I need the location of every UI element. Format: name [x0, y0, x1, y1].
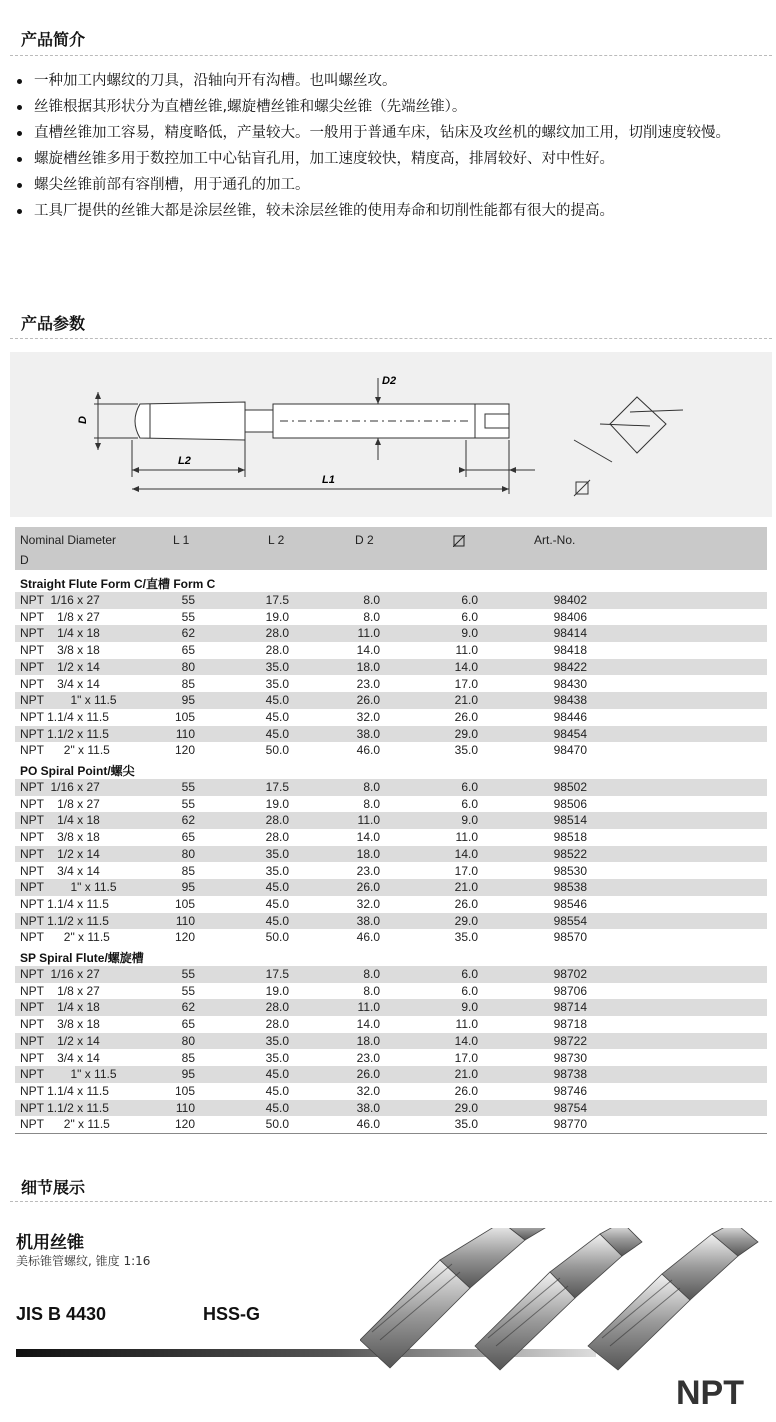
table-header	[15, 527, 767, 570]
intro-item: 丝锥根据其形状分为直槽丝锥,螺旋槽丝锥和螺尖丝锥（先端丝锥）。	[14, 96, 772, 118]
cell-l2: 19.0	[265, 609, 289, 624]
cell-art-no: 98422	[553, 659, 587, 674]
taps-photo	[360, 1228, 760, 1378]
banner-subtitle: 美标锥管螺纹, 锥度 1:16	[16, 1254, 151, 1268]
intro-item: 螺旋槽丝锥多用于数控加工中心钻盲孔用，加工速度较快，精度高，排屑较好、对中性好。	[14, 148, 772, 170]
cell-square: 6.0	[461, 609, 478, 624]
cell-l1: 120	[174, 743, 195, 758]
cell-art-no: 98446	[553, 709, 587, 724]
cell-nominal: NPT 1/8 x 27	[20, 609, 100, 624]
cell-nominal: NPT 1/16 x 27	[20, 593, 100, 607]
cell-square: 11.0	[455, 1017, 478, 1032]
cell-square: 35.0	[454, 930, 478, 945]
header-l2: L 2	[268, 533, 285, 547]
table-row	[15, 659, 767, 676]
cell-square: 21.0	[454, 1067, 478, 1082]
cell-d2: 8.0	[363, 609, 380, 624]
cell-art-no: 98530	[553, 863, 587, 878]
cell-l2: 45.0	[265, 1067, 289, 1082]
cell-square: 6.0	[461, 967, 478, 981]
cell-art-no: 98454	[553, 726, 587, 741]
cell-l1: 95	[181, 693, 195, 708]
cell-nominal: NPT 1/8 x 27	[20, 796, 100, 811]
cell-nominal: NPT 3/8 x 18	[20, 830, 100, 845]
cell-l1: 55	[181, 967, 195, 981]
cell-square: 14.0	[454, 1033, 478, 1048]
cell-l1: 110	[175, 726, 195, 741]
cell-nominal: NPT 1/16 x 27	[20, 780, 100, 794]
cell-art-no: 98570	[553, 930, 587, 945]
header-nominal: Nominal Diameter	[20, 533, 117, 547]
cell-l2: 45.0	[265, 726, 289, 741]
table-row	[15, 846, 767, 863]
cell-art-no: 98430	[553, 676, 587, 691]
cell-art-no: 98718	[553, 1017, 587, 1032]
cell-nominal: NPT 1.1/2 x 11.5	[20, 726, 109, 741]
cell-nominal: NPT 1/2 x 14	[20, 846, 100, 861]
cell-l2: 35.0	[265, 846, 289, 861]
cell-art-no: 98554	[553, 913, 587, 928]
header-art-no: Art.-No.	[534, 533, 576, 547]
cell-art-no: 98538	[553, 880, 587, 895]
cell-nominal: NPT 1" x 11.5	[20, 880, 117, 895]
table-group-title: SP Spiral Flute/螺旋槽	[20, 951, 144, 965]
cell-art-no: 98502	[553, 780, 587, 794]
cell-d2: 32.0	[356, 896, 380, 911]
cell-d2: 18.0	[356, 1033, 380, 1048]
cell-l1: 95	[181, 1067, 195, 1082]
cell-square: 9.0	[461, 626, 478, 641]
table-row	[15, 896, 767, 913]
cell-nominal: NPT 3/8 x 18	[20, 643, 100, 658]
cell-square: 11.0	[455, 643, 478, 658]
table-row	[15, 676, 767, 693]
cell-art-no: 98770	[553, 1117, 587, 1132]
cell-square: 21.0	[454, 693, 478, 708]
cell-l2: 17.5	[265, 967, 289, 981]
cell-d2: 18.0	[356, 659, 380, 674]
section-title-intro: 产品简介	[21, 30, 86, 49]
table-row	[15, 829, 767, 846]
table-row	[15, 812, 767, 829]
cell-l1: 80	[181, 846, 195, 861]
cell-square: 9.0	[461, 1000, 478, 1015]
cell-nominal: NPT 1.1/2 x 11.5	[20, 1100, 109, 1115]
cell-l2: 35.0	[265, 676, 289, 691]
cell-d2: 14.0	[356, 1017, 380, 1032]
cell-d2: 14.0	[356, 643, 380, 658]
cell-d2: 46.0	[356, 743, 380, 758]
intro-item: 螺尖丝锥前部有容削槽，用于通孔的加工。	[14, 174, 772, 196]
header-d2: D 2	[355, 533, 374, 547]
cell-square: 29.0	[454, 913, 478, 928]
cell-d2: 23.0	[356, 863, 380, 878]
cell-nominal: NPT 2" x 11.5	[20, 1117, 110, 1132]
cell-l2: 35.0	[265, 1033, 289, 1048]
cell-square: 17.0	[454, 676, 478, 691]
cell-nominal: NPT 1/4 x 18	[20, 626, 100, 641]
cell-l2: 28.0	[265, 1000, 289, 1015]
cell-art-no: 98722	[553, 1033, 587, 1048]
dim-label-d2: D2	[382, 375, 397, 387]
cell-art-no: 98402	[553, 593, 587, 607]
cell-d2: 46.0	[356, 1117, 380, 1132]
cell-l2: 28.0	[265, 830, 289, 845]
cell-l2: 45.0	[265, 1083, 289, 1098]
header-l1: L 1	[173, 533, 190, 547]
cell-nominal: NPT 1" x 11.5	[20, 1067, 117, 1082]
cell-d2: 11.0	[357, 1000, 380, 1015]
cell-nominal: NPT 3/4 x 14	[20, 676, 100, 691]
cell-l2: 45.0	[265, 896, 289, 911]
cell-square: 21.0	[454, 880, 478, 895]
cell-d2: 38.0	[356, 726, 380, 741]
cell-d2: 8.0	[363, 983, 380, 998]
cell-d2: 26.0	[356, 1067, 380, 1082]
cell-nominal: NPT 1/16 x 27	[20, 967, 100, 981]
cell-l1: 110	[175, 913, 195, 928]
cell-d2: 32.0	[356, 709, 380, 724]
section-title-detail: 细节展示	[21, 1178, 86, 1197]
cell-l2: 28.0	[265, 1017, 289, 1032]
cell-d2: 46.0	[356, 930, 380, 945]
table-row	[15, 692, 767, 709]
cell-art-no: 98706	[553, 983, 587, 998]
banner-standard: JIS B 4430	[16, 1304, 107, 1324]
cell-l1: 85	[181, 863, 195, 878]
cell-l1: 55	[181, 593, 195, 607]
cell-square: 6.0	[461, 593, 478, 607]
cell-l1: 55	[181, 609, 195, 624]
table-row	[15, 1066, 767, 1083]
cell-d2: 38.0	[356, 1100, 380, 1115]
cell-l2: 50.0	[265, 1117, 289, 1132]
cell-l1: 65	[181, 830, 195, 845]
cell-art-no: 98702	[553, 967, 587, 981]
dim-label-d: D	[77, 416, 89, 424]
table-row	[15, 592, 767, 609]
cell-l2: 50.0	[265, 743, 289, 758]
cell-square: 35.0	[454, 1117, 478, 1132]
cell-square: 29.0	[454, 726, 478, 741]
table-row	[15, 726, 767, 743]
cell-d2: 8.0	[363, 780, 380, 794]
cell-square: 35.0	[454, 743, 478, 758]
square-shank-symbol-icon	[574, 480, 590, 496]
table-row	[15, 709, 767, 726]
cell-l2: 45.0	[265, 693, 289, 708]
cell-nominal: NPT 1/2 x 14	[20, 659, 100, 674]
cell-nominal: NPT 1.1/4 x 11.5	[20, 709, 109, 724]
cell-art-no: 98546	[553, 896, 587, 911]
cell-l1: 105	[174, 896, 195, 911]
cell-nominal: NPT 1/8 x 27	[20, 983, 100, 998]
cell-d2: 23.0	[356, 1050, 380, 1065]
cell-square: 9.0	[461, 813, 478, 828]
cell-d2: 26.0	[356, 880, 380, 895]
cell-d2: 26.0	[356, 693, 380, 708]
cell-d2: 18.0	[356, 846, 380, 861]
cell-d2: 23.0	[356, 676, 380, 691]
cell-l1: 95	[181, 880, 195, 895]
table-row	[15, 1016, 767, 1033]
cell-d2: 11.0	[357, 626, 380, 641]
table-row	[15, 983, 767, 1000]
table-row	[15, 1116, 767, 1133]
table-row	[15, 929, 767, 946]
cell-nominal: NPT 3/4 x 14	[20, 1050, 100, 1065]
cell-nominal: NPT 1.1/4 x 11.5	[20, 896, 109, 911]
intro-list	[14, 70, 772, 226]
table-row	[15, 625, 767, 642]
cell-l2: 19.0	[265, 796, 289, 811]
table-group-title: Straight Flute Form C/直槽 Form C	[20, 577, 216, 591]
cell-l2: 28.0	[265, 813, 289, 828]
cell-l1: 80	[181, 1033, 195, 1048]
table-row	[15, 1033, 767, 1050]
cell-nominal: NPT 1/4 x 18	[20, 1000, 100, 1015]
cell-square: 26.0	[454, 709, 478, 724]
cell-nominal: NPT 2" x 11.5	[20, 743, 110, 758]
cell-nominal: NPT 3/8 x 18	[20, 1017, 100, 1032]
cell-l1: 105	[174, 709, 195, 724]
section-divider	[10, 338, 772, 339]
cell-square: 6.0	[461, 796, 478, 811]
tap-drawing-svg	[10, 352, 772, 517]
table-row	[15, 1050, 767, 1067]
cell-nominal: NPT 1.1/4 x 11.5	[20, 1083, 109, 1098]
table-row	[15, 966, 767, 983]
cell-nominal: NPT 2" x 11.5	[20, 930, 110, 945]
cell-art-no: 98518	[553, 830, 587, 845]
cell-square: 14.0	[454, 846, 478, 861]
cell-d2: 32.0	[356, 1083, 380, 1098]
cell-l2: 35.0	[265, 1050, 289, 1065]
cell-l2: 45.0	[265, 913, 289, 928]
cell-nominal: NPT 1.1/2 x 11.5	[20, 913, 109, 928]
intro-item: 直槽丝锥加工容易，精度略低，产量较大。一般用于普通车床，钻床及攻丝机的螺纹加工用，切削速度较慢。	[14, 122, 772, 144]
cell-art-no: 98738	[553, 1067, 587, 1082]
cell-square: 6.0	[461, 780, 478, 794]
section-divider	[10, 1201, 772, 1202]
cell-square: 26.0	[454, 1083, 478, 1098]
cell-square: 14.0	[454, 659, 478, 674]
cell-d2: 14.0	[356, 830, 380, 845]
cell-d2: 38.0	[356, 913, 380, 928]
table-row	[15, 1083, 767, 1100]
cell-l2: 45.0	[265, 1100, 289, 1115]
cell-art-no: 98522	[553, 846, 587, 861]
table-row	[15, 642, 767, 659]
cell-square: 17.0	[454, 863, 478, 878]
intro-item: 工具厂提供的丝锥大都是涂层丝锥，较未涂层丝锥的使用寿命和切削性能都有很大的提高。	[14, 200, 772, 222]
banner-npt: NPT	[676, 1374, 744, 1412]
cell-d2: 8.0	[363, 967, 380, 981]
banner-material: HSS-G	[203, 1304, 261, 1324]
cell-art-no: 98730	[553, 1050, 587, 1065]
table-row	[15, 913, 767, 930]
intro-item: 一种加工内螺纹的刀具，沿轴向开有沟槽。也叫螺丝攻。	[14, 70, 772, 92]
table-row	[15, 1100, 767, 1117]
cell-l2: 19.0	[265, 983, 289, 998]
section-divider	[10, 55, 772, 56]
cell-l1: 65	[181, 1017, 195, 1032]
cell-l2: 35.0	[265, 659, 289, 674]
cell-l2: 17.5	[265, 780, 289, 794]
cell-l1: 55	[181, 796, 195, 811]
cell-l2: 17.5	[265, 593, 289, 607]
cell-l2: 45.0	[265, 709, 289, 724]
cell-nominal: NPT 1/4 x 18	[20, 813, 100, 828]
table-row	[15, 779, 767, 796]
cell-square: 11.0	[455, 830, 478, 845]
banner-title: 机用丝锥	[16, 1233, 84, 1253]
cell-d2: 11.0	[357, 813, 380, 828]
cell-l1: 110	[175, 1100, 195, 1115]
header-nominal-sub: D	[20, 553, 29, 567]
cell-art-no: 98746	[553, 1083, 587, 1098]
table-row	[15, 879, 767, 896]
cell-l1: 55	[181, 780, 195, 794]
cell-l1: 62	[181, 626, 195, 641]
table-row	[15, 742, 767, 759]
cell-square: 6.0	[461, 983, 478, 998]
table-row	[15, 796, 767, 813]
cell-l1: 80	[181, 659, 195, 674]
cell-l1: 85	[181, 676, 195, 691]
cell-square: 29.0	[454, 1100, 478, 1115]
cell-square: 17.0	[454, 1050, 478, 1065]
cell-l1: 120	[174, 930, 195, 945]
cell-nominal: NPT 1/2 x 14	[20, 1033, 100, 1048]
cell-art-no: 98514	[553, 813, 587, 828]
square-shank-icon	[453, 535, 465, 550]
table-row	[15, 609, 767, 626]
cell-l2: 45.0	[265, 880, 289, 895]
cell-square: 26.0	[454, 896, 478, 911]
cell-art-no: 98438	[553, 693, 587, 708]
cell-l1: 62	[181, 1000, 195, 1015]
section-title-params: 产品参数	[21, 314, 86, 333]
dim-label-l1: L1	[322, 474, 335, 486]
cell-art-no: 98414	[553, 626, 587, 641]
cell-nominal: NPT 3/4 x 14	[20, 863, 100, 878]
cell-l1: 62	[181, 813, 195, 828]
cell-l1: 105	[174, 1083, 195, 1098]
tap-dimension-drawing	[10, 352, 772, 517]
cell-nominal: NPT 1" x 11.5	[20, 693, 117, 708]
table-group-title: PO Spiral Point/螺尖	[20, 764, 135, 778]
cell-art-no: 98506	[553, 796, 587, 811]
cell-art-no: 98754	[553, 1100, 587, 1115]
cell-l1: 55	[181, 983, 195, 998]
table-row	[15, 999, 767, 1016]
cell-l2: 50.0	[265, 930, 289, 945]
cell-l1: 65	[181, 643, 195, 658]
cell-art-no: 98470	[553, 743, 587, 758]
table-row	[15, 863, 767, 880]
table-bottom-rule	[15, 1133, 767, 1134]
cell-art-no: 98406	[553, 609, 587, 624]
cell-l2: 28.0	[265, 626, 289, 641]
cell-art-no: 98418	[553, 643, 587, 658]
cell-l1: 120	[174, 1117, 195, 1132]
cell-art-no: 98714	[553, 1000, 587, 1015]
cell-l1: 85	[181, 1050, 195, 1065]
dim-label-l2: L2	[178, 455, 191, 467]
cell-l2: 28.0	[265, 643, 289, 658]
cell-d2: 8.0	[363, 796, 380, 811]
cell-l2: 35.0	[265, 863, 289, 878]
cell-d2: 8.0	[363, 593, 380, 607]
